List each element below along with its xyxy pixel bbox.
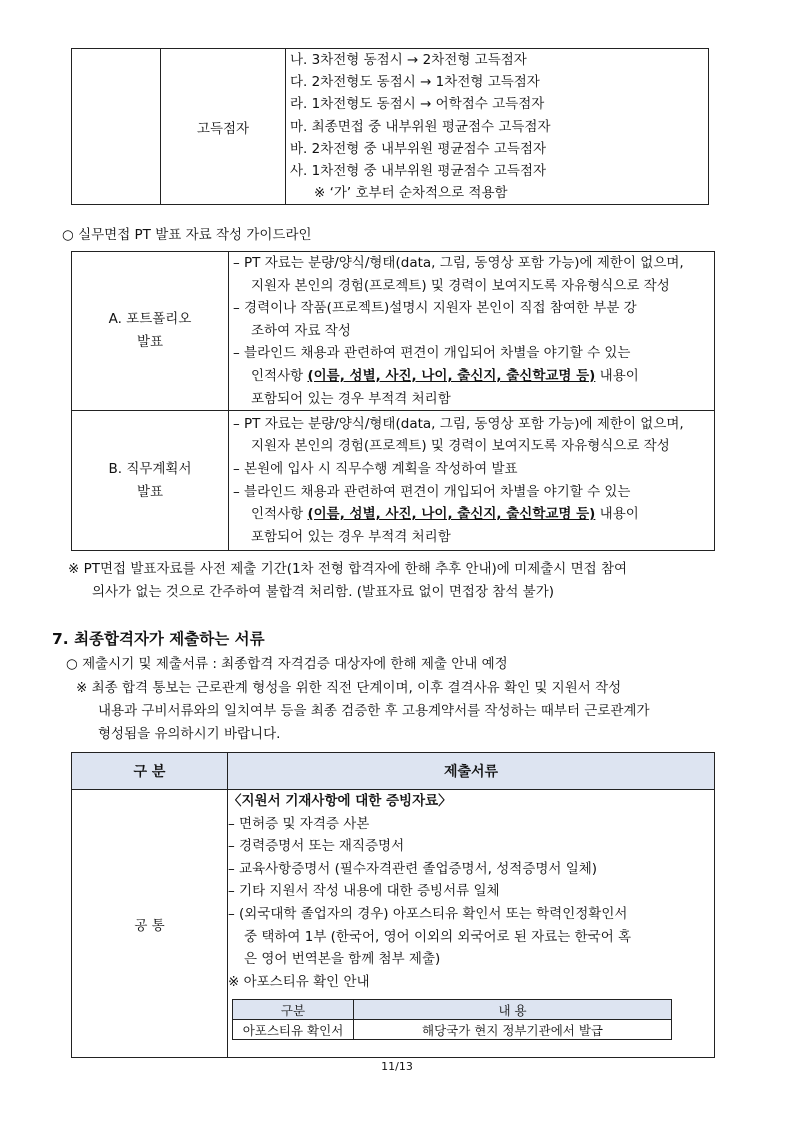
rule-line: 라. 1차전형도 동점시 → 어학점수 고득점자 [290,96,545,113]
apostille-doc-name: 아포스티유 확인서 [233,1020,354,1040]
pt-note-2: 의사가 없는 것으로 간주하여 불합격 처리함. (발표자료 없이 면접장 참석 불가) [92,584,555,600]
tiebreak-table [71,48,709,205]
final-notice-3: 형성됨을 유의하시기 바랍니다. [98,726,281,742]
text-line: – 블라인드 채용과 관련하여 편견이 개입되어 차별을 야기할 수 있는 [233,483,631,500]
rule-line: 사. 1차전형 중 내부위원 평균점수 고득점자 [290,163,547,180]
apostille-note: ※ 아포스티유 확인 안내 [228,973,370,990]
text-span: 내용이 [595,367,639,384]
rule-line: 다. 2차전형도 동점시 → 1차전형 고득점자 [290,74,540,91]
docs-title: 〈지원서 기재사항에 대한 증빙자료〉 [228,793,452,809]
row-a-label-2: 발표 [136,334,164,351]
doc-item: – 면허증 및 자격증 사본 [228,815,370,832]
apostille-col-category: 구분 [233,1000,354,1020]
rule-line: 바. 2차전형 중 내부위원 평균점수 고득점자 [290,140,547,157]
documents-table [71,752,715,1058]
text-line: – PT 자료는 분량/양식/형태(data, 그림, 동영상 포함 가능)에 제한이 없으며, [233,255,684,271]
page-number: 11/13 [381,1060,413,1073]
tiebreak-label: 고득점자 [161,49,286,205]
pt-guide-table [71,251,715,551]
rule-line: 나. 3차전형 동점시 → 2차전형 고득점자 [290,52,527,68]
text-line: 지원자 본인의 경험(프로젝트) 및 경력이 보여지도록 자유형식으로 작성 [251,438,670,455]
apostille-doc-desc: 해당국가 현지 정부기관에서 발급 [354,1020,672,1040]
text-span: 내용이 [595,506,639,523]
text-line: – 경력이나 작품(프로젝트)설명시 지원자 본인이 직접 참여한 부분 강 [233,300,637,317]
text-line: – PT 자료는 분량/양식/형태(data, 그림, 동영상 포함 가능)에 제한이 없으며, [233,415,684,432]
final-notice-1: ※ 최종 합격 통보는 근로관계 형성을 위한 직전 단계이며, 이후 결격사유 확인 및 지원서 작성 [76,680,622,696]
blind-items-emphasis: (이름, 성별, 사진, 나이, 출신지, 출신학교명 등) [307,506,596,523]
rule-line: 마. 최종면접 중 내부위원 평균점수 고득점자 [290,118,551,135]
text-line [233,503,710,526]
row-b-label-2: 발표 [136,483,164,500]
doc-item: – 교육사항증명서 (필수자격관련 졸업증명서, 성적증명서 일체) [228,860,598,877]
doc-item-cont: 중 택하여 1부 (한국어, 영어 이외의 외국어로 된 자료는 한국어 혹 [244,928,632,945]
text-span: 인적사항 [251,367,308,384]
text-line: – 본원에 입사 시 직무수행 계획을 작성하여 발표 [233,461,518,478]
empty-cell [72,49,161,205]
text-line: 지원자 본인의 경험(프로젝트) 및 경력이 보여지도록 자유형식으로 작성 [251,277,670,294]
row-b-content [229,411,715,551]
blind-items-emphasis: (이름, 성별, 사진, 나이, 출신지, 출신학교명 등) [307,367,596,384]
row-a-content [229,252,715,411]
text-line: 포함되어 있는 경우 부적격 처리함 [251,390,451,407]
text-line: 포함되어 있는 경우 부적격 처리함 [251,528,451,545]
text-line: 조하여 자료 작성 [251,322,351,339]
text-line [233,365,710,388]
row-a-label [72,252,229,411]
rule-note: ※ ‘가’ 호부터 순차적으로 적용함 [314,185,508,202]
apostille-table [232,999,672,1040]
doc-item: – 경력증명서 또는 재직증명서 [228,838,405,855]
text-line: – 블라인드 채용과 관련하여 편견이 개입되어 차별을 야기할 수 있는 [233,345,631,362]
doc-item: – (외국대학 졸업자의 경우) 아포스티유 확인서 또는 학력인정확인서 [228,905,628,922]
pt-note-1: ※ PT면접 발표자료를 사전 제출 기간(1차 전형 합격자에 한해 추후 안내)에 미제출시 면접 참여 [68,561,628,577]
text-span: 인적사항 [251,506,308,523]
tiebreak-rules [286,49,709,205]
doc-item: – 기타 지원서 작성 내용에 대한 증빙서류 일체 [228,883,500,900]
section-7-title: 7. 최종합격자가 제출하는 서류 [52,630,265,648]
submission-timing: ○ 제출시기 및 제출서류 : 최종합격 자격검증 대상자에 한해 제출 안내 예정 [66,656,508,672]
row-label-common: 공 통 [72,790,228,1058]
final-notice-2: 내용과 구비서류와의 일치여부 등을 최종 검증한 후 고용계약서를 작성하는 때부터 근로관계가 [98,703,650,719]
col-header-category: 구 분 [72,753,228,790]
pt-guide-heading: ○ 실무면접 PT 발표 자료 작성 가이드라인 [62,227,312,243]
required-documents [228,790,715,1058]
doc-item-cont: 은 영어 번역본을 함께 첨부 제출) [244,951,441,968]
apostille-col-content: 내 용 [354,1000,672,1020]
row-b-label [72,411,229,551]
col-header-documents: 제출서류 [228,753,715,790]
row-b-label-1: B. 직무계획서 [108,460,192,477]
row-a-label-1: A. 포트폴리오 [108,311,192,328]
